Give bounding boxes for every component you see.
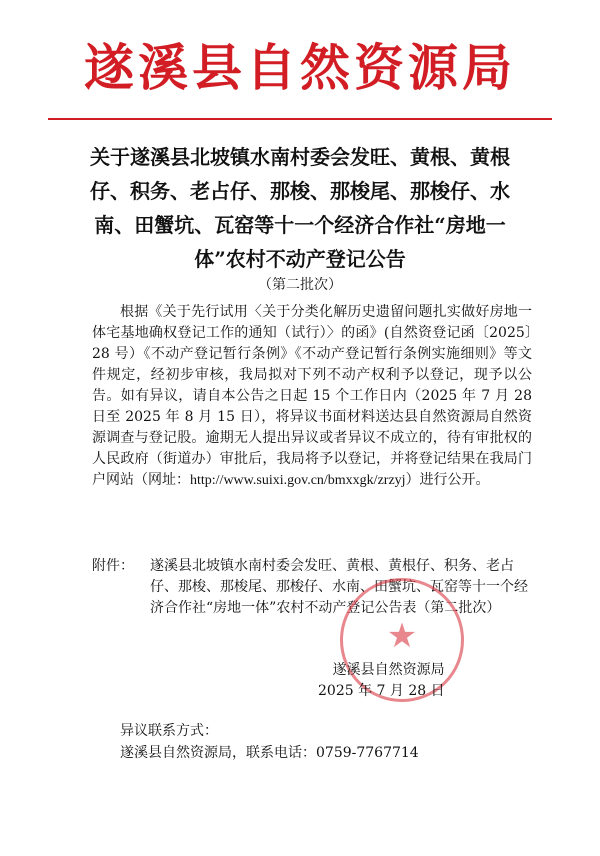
signature-org: 遂溪县自然资源局 [332,662,445,678]
website-url[interactable]: http://www.suixi.gov.cn/bmxxgk/zrzyj [190,473,406,488]
contact-label: 异议联系方式： [120,723,218,739]
body-text-end: ）进行公开。 [405,472,490,488]
contact-line: 遂溪县自然资源局，联系电话：0759-7767714 [120,745,419,761]
contact-block [120,720,419,764]
signature-block [318,660,445,702]
seal-star-icon: ★ [386,616,418,656]
attachment-label: 附件： [92,558,134,574]
signature-date: 2025 年 7 月 28 日 [318,683,445,699]
notice-title: 关于遂溪县北坡镇水南村委会发旺、黄根、黄根仔、积务、老占仔、那梭、那梭尾、那梭仔、水南、田蟹坑、瓦窑等十一个经济合作社“房地一体”农村不动产登记公告 [90,145,510,271]
agency-header: 遂溪县自然资源局 [84,38,516,97]
body-paragraph [92,302,532,491]
attachment [92,556,532,619]
attachment-text: 遂溪县北坡镇水南村委会发旺、黄根、黄根仔、积务、老占仔、那梭、那梭尾、那梭仔、水南、田蟹坑、瓦窑等十一个经济合作社“房地一体”农村不动产登记公告表（第二批次） [150,558,528,616]
red-divider [48,118,552,120]
batch-label: （第二批次） [258,277,342,293]
notice-body [92,302,532,491]
body-text: 根据《关于先行试用〈关于分类化解历史遗留问题扎实做好房地一体宅基地确权登记工作的通知（试行）〉的函》(自然资登记函〔2025〕28 号）《不动产登记暂行条例》《不动产登记暂行条例实施细则》等文件规定，经初步审核，我局拟对下列不动产权利予以登记，现予以公告。如有异议，请自本公告之日起 15 个工作日内（2025 年 7 月 28 日至 2025 年 8 月 15 日），将异议书面材料送达县自然资源局自然资源调查与登记股。逾期无人提出异议或者异议不成立的，待有审批权的人民政府（街道办）审批后，我局将予以登记，并将登记结果在我局门户网站（网址： [92,304,532,488]
